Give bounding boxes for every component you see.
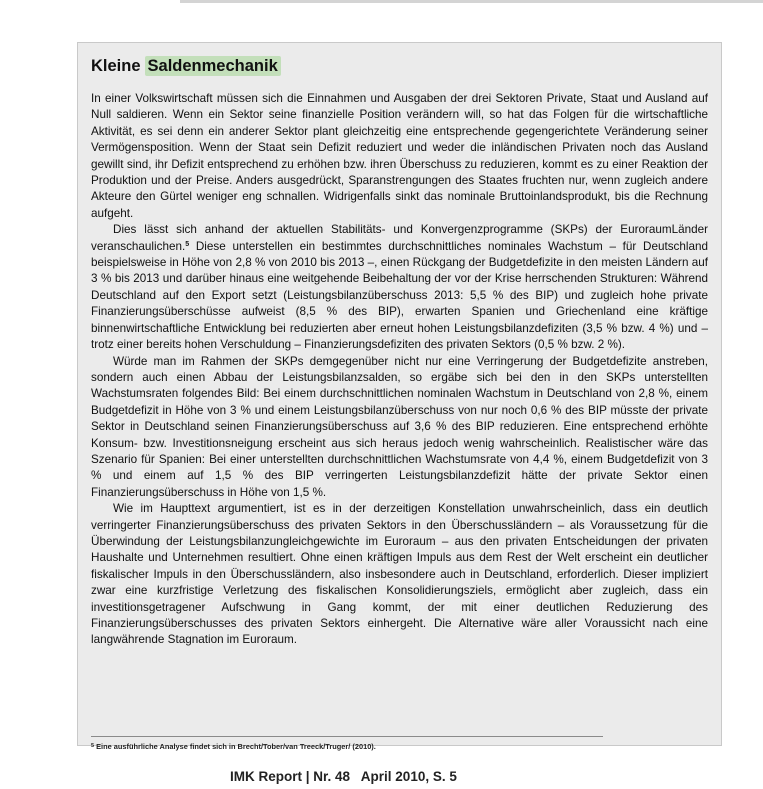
paragraph-4-text: Wie im Haupttext argumentiert, ist es in der derzeitigen Konstellation unwahrscheinlich, dass ein deutlich verringerter Finanzierungsüberschuss des privaten Sektors in den Überschussländern – als Voraussetzung für die Überwindung der Leistungsbilanzungleichgewichte im Euroraum – aus den privaten Entscheidungen der privaten Haushalte und Unternehmen resultiert. Ohne einen kräftigen Impuls aus dem Rest der Welt erscheint ein deutlicher fiskalischer Impuls in den Überschussländern, also insbesondere auch in Deutschland, erforderlich. Dieser impliziert zwar eine kurzfristige Verletzung des fiskalischen Konsolidierungsziels, ermöglicht aber zugleich, dass ein investitionsgetragener Aufschwung in Gang kommt, der mit einer deutlichen Reduzierung des Finanzierungsüberschusses des privaten Sektors einhergeht. Die Alternative wäre aller Voraussicht nach eine langwährende Stagnation im Euroraum. [91,502,708,647]
box-content [91,56,708,649]
footnote-reference: 5 [185,240,190,248]
box-title-word: Kleine [91,57,141,75]
box-title [91,56,708,76]
paragraph-4 [91,501,708,649]
footnote-number: 5 [91,743,95,749]
footnote-divider [91,736,603,737]
paragraph-3-text: Würde man im Rahmen der SKPs demgegenüber nicht nur eine Verringerung der Budgetdefizite anstreben, sondern auch einen Abbau der Leistungsbilanzsalden, so ergäbe sich bei den in den SKPs unterstellten Wachstumsraten folgendes Bild: Bei einem durchschnittlichen nominalen Wachstum in Deutschland von 2,8 %, einem Budgetdefizit in Höhe von 3 % und einem Leistungsbilanzüberschuss von nur noch 0,6 % des BIP müsste der private Sektor in Deutschland seinen Finanzierungsüberschuss auf 3,6 % des BIP reduzieren. Eine entsprechend erhöhte Konsum- bzw. Investitionsneigung erscheint aus sich heraus jedoch wenig wahrscheinlich. Realistischer wäre das Szenario für Spanien: Bei einer unterstellten durchschnittlichen Wachstumsrate von 4,4 %, einem Budgetdefizit von 3 % und einem auf 1,5 % des BIP verringerten Leistungsbilanzdefizit hätte der private Sektor einen Finanzierungsüberschuss in Höhe von 1,5 %. [91,354,708,499]
paragraph-2 [91,222,708,353]
box-title-highlight: Saldenmechanik [145,56,281,76]
top-divider [180,0,763,3]
paragraph-1 [91,91,708,222]
paragraph-2-text-a: Dies lässt sich anhand der aktuellen Stabilitäts- und Konvergenzprogramme (SKPs) der EuroraumLänder veranschaulichen. [91,223,708,253]
paragraph-2-text-b: Diese unterstellen ein bestimmtes durchschnittliches nominales Wachstum – für Deutschland beispielsweise in Höhe von 2,8 % von 2010 bis 2013 –, einen Rückgang der Budgetdefizite in den meisten Ländern auf 3 % bis 2013 und darüber hinaus eine weitgehende Beibehaltung der vor der Krise herrschenden Strukturen: Während Deutschland auf den Export setzt (Leistungsbilanzüberschuss 2013: 5,5 % des BIP) und zugleich hohe private Finanzierungsüberschüsse aufweist (8,5 % des BIP), erwarten Spanien und Griechenland eine kräftige binnenwirtschaftliche Entwicklung bei reduzierten aber erneut hohen Leistungsbilanzdefiziten (3,5 % bzw. 4 %) und – trotz einer bereits hohen Verschuldung – Finanzierungsdefiziten des privaten Sektors (0,5 % bzw. 2 %). [91,239,708,352]
footnote-text: Eine ausführliche Analyse findet sich in Brecht/Tober/van Treeck/Truger/ (2010). [94,742,376,751]
paragraph-3 [91,354,708,502]
paragraph-1-text: In einer Volkswirtschaft müssen sich die Einnahmen und Ausgaben der drei Sektoren Private, Staat und Ausland auf Null saldieren. Wenn ein Sektor seine finanzielle Position verändern will, so hat das Folgen für die wirtschaftliche Aktivität, es sei denn ein anderer Sektor plant gleichzeitig eine entsprechende gegengerichtete Veränderung seiner Vermögensposition. Wenn der Staat sein Defizit reduziert und weder die inländischen Privaten noch das Ausland gewillt sind, ihr Defizit entsprechend zu erhöhen bzw. ihren Überschuss zu reduzieren, kommt es zu einer Reaktion der Produktion und der Preise. Anders ausgedrückt, Sparanstrengungen des Staates fruchten nur, wenn zugleich andere Akteure den Gürtel weniger eng schnallen. Widrigenfalls sinkt das nominale Bruttoinlandsprodukt, bis die Rechnung aufgeht. [91,92,708,220]
source-line: IMK Report | Nr. 48 April 2010, S. 5 [230,769,457,784]
footnote [91,742,611,752]
